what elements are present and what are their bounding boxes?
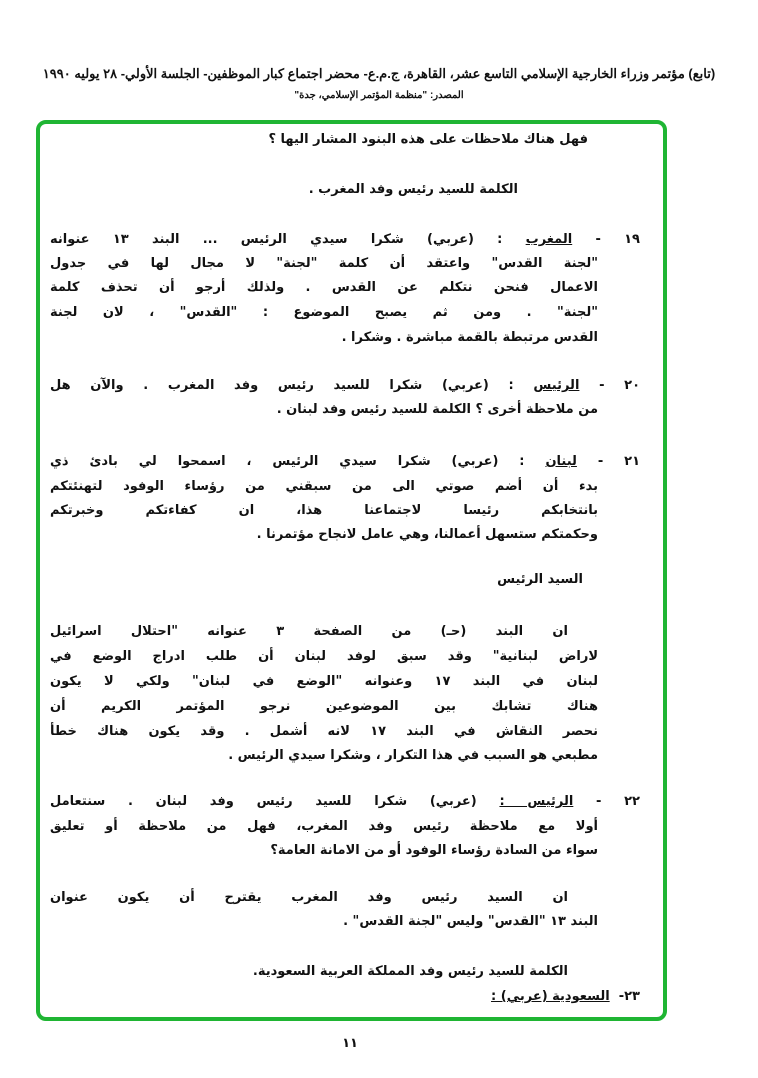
item-22-first-line: ٢٢ - الرئيس : (عربي) شكرا للسيد رئيس وفد لبنان . سنتعامل — [50, 794, 640, 809]
speaker: السعودية (عربي) : — [491, 989, 610, 1004]
item-21-first-line: ٢١ - لبنان : (عربي) شكرا سيدي الرئيس ، اسمحوا لي بادئ ذي — [50, 454, 640, 469]
item-number: ١٩ — [624, 232, 640, 247]
item-20-first-line: ٢٠ - الرئيس : (عربي) شكرا للسيد رئيس وفد المغرب . والآن هل — [50, 378, 640, 393]
item-number: ٢٢ — [624, 794, 640, 809]
proposal-line: البند ١٣ "القدس" وليس "لجنة القدس" . — [343, 914, 598, 929]
item-19-line: "لجنة" . ومن ثم يصبح الموضوع : "القدس" ، لان لجنة — [50, 305, 598, 320]
speaker: المغرب — [525, 232, 573, 247]
item-19-first-line: ١٩ - المغرب : (عربي) شكرا سيدي الرئيس ... البند ١٣ عنوانه — [50, 232, 640, 247]
document-source: المصدر: "منظمة المؤتمر الإسلامي، جدة" — [294, 90, 464, 101]
item-text: : (عربي) شكرا سيدي الرئيس ، اسمحوا لي بادئ ذي — [50, 454, 525, 469]
speaker: لبنان — [545, 454, 577, 469]
item-19-line: "لجنة القدس" واعتقد أن كلمة "لجنة" لا مجال لها في جدول — [50, 256, 598, 271]
item-text: (عربي) شكرا للسيد رئيس وفد لبنان . سنتعامل — [50, 794, 477, 809]
item-22-line: سواء من السادة رؤساء الوفود أو من الامانة العامة؟ — [270, 843, 598, 858]
chair-paragraph-line: نحصر النقاش في البند ١٧ لانه أشمل . وقد يكون هناك خطأ — [50, 724, 598, 739]
proposal-line: ان السيد رئيس وفد المغرب يقترح أن يكون عنوان — [50, 890, 568, 905]
item-23-line — [491, 987, 640, 1007]
intro-question: فهل هناك ملاحظات على هذه البنود المشار اليها ؟ — [268, 132, 588, 147]
item-20-line: من ملاحظة أخرى ؟ الكلمة للسيد رئيس وفد لبنان . — [276, 402, 598, 417]
speaker: الرئيس — [533, 378, 580, 393]
item-text: : (عربي) شكرا سيدي الرئيس ... البند ١٣ عنوانه — [50, 232, 503, 247]
chair-paragraph-line: ان البند (حـ) من الصفحة ٣ عنوانه "احتلال اسرائيل — [50, 624, 568, 639]
item-21-line: وحكمتكم ستسهل أعمالنا، وهي عامل لانجاح مؤتمرنا . — [256, 527, 598, 542]
item-22-line: أولا مع ملاحظة رئيس وفد المغرب، فهل من ملاحظة أو تعليق — [50, 819, 598, 834]
chair-paragraph-line: لبنان في البند ١٧ وعنوانه "الوضع في لبنان" ولكي لا يكون — [50, 674, 598, 689]
item-19-line: الاعمال فنحن نتكلم عن القدس . ولذلك أرجو أن تحذف كلمة — [50, 280, 598, 295]
intro-floor: الكلمة للسيد رئيس وفد المغرب . — [308, 182, 518, 197]
chair-heading: السيد الرئيس — [497, 572, 583, 587]
speaker: الرئيس : — [499, 794, 574, 809]
floor-saudi: الكلمة للسيد رئيس وفد المملكة العربية السعودية. — [252, 964, 568, 979]
item-19-line: القدس مرتبطة بالقمة مباشرة . وشكرا . — [341, 330, 598, 345]
chair-paragraph-line: مطبعي هو السبب في هذا التكرار ، وشكرا سيدي الرئيس . — [228, 748, 598, 763]
item-21-line: بانتخابكم رئيسا لاجتماعنا هذا، ان كفاءتكم وخبرتكم — [50, 503, 598, 518]
item-number: ٢٣- — [618, 989, 640, 1004]
item-number: ٢١ — [624, 454, 640, 469]
item-21-line: بدء أن أضم صوتي الى من سبقني من رؤساء الوفود لتهنئتكم — [50, 479, 598, 494]
item-text: : (عربي) شكرا للسيد رئيس وفد المغرب . والآن هل — [50, 378, 514, 393]
chair-paragraph-line: لاراض لبنانية" وقد سبق لوفد لبنان أن طلب ادراج الوضع في — [50, 649, 598, 664]
document-header-title: (تابع) مؤتمر وزراء الخارجية الإسلامي التاسع عشر، القاهرة، ج.م.ع- محضر اجتماع كبار الموظفين- الجلسة الأولي- ٢٨ يوليه ١٩٩٠ — [42, 66, 716, 81]
page-number: ١١ — [342, 1036, 358, 1051]
item-number: ٢٠ — [624, 378, 640, 393]
chair-paragraph-line: هناك تشابك بين الموضوعين نرجو المؤتمر الكريم أن — [50, 699, 598, 714]
